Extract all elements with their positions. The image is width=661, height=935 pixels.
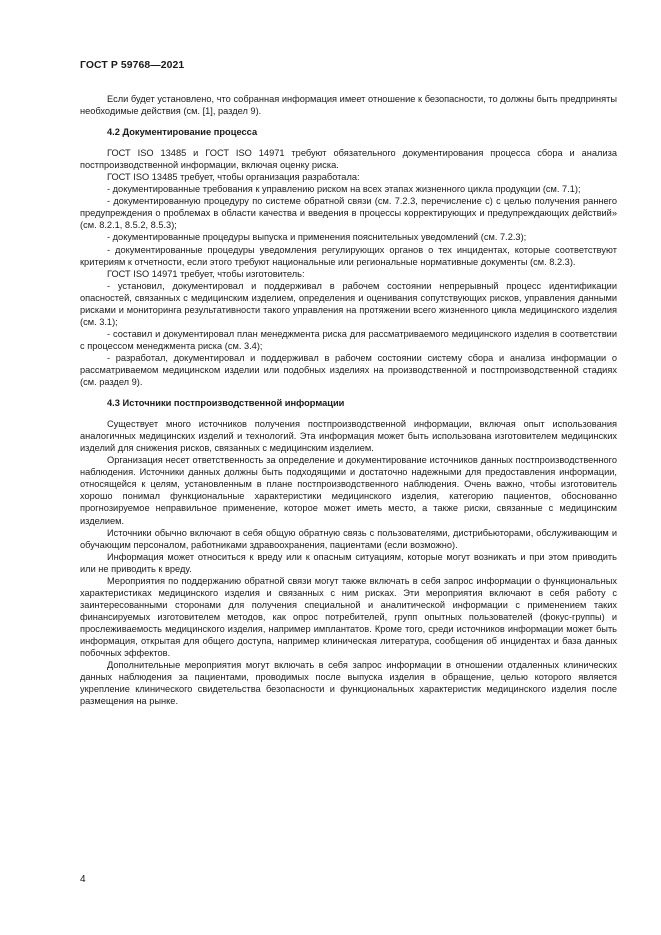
list-item: - документированные процедуры выпуска и применения пояснительных уведомлений (см. 7.2.3); <box>107 232 527 243</box>
intro-paragraph: Если будет установлено, что собранная информация имеет отношение к безопасности, то должны быть предприняты необходимые действия (см. [1], раздел 9). <box>80 94 617 117</box>
list-item: - разработал, документировал и поддерживал в рабочем состоянии систему сбора и анализа информации о рассматриваемом медицинском изделии или подобных изделиях на производственной и постпроизводственной стадиях (см. раздел 9). <box>80 352 617 388</box>
document-body <box>80 93 617 707</box>
paragraph: Организация несет ответственность за определение и документирование источников данных постпроизводственного наблюдения. Источники данных должны быть подходящими и достаточно надежными для предоставления информации, относящейся к целям, установленным в плане постпроизводственного наблюдения. Очень важно, чтобы изготовитель хорошо понимал функциональные характеристики медицинского изделия, категорию пациентов, обоснованно прогнозируемое неправильное применение, которое может иметь место, а также риски, связанные с медицинским изделием. <box>80 455 617 526</box>
section-4-3-title: 4.3 Источники постпроизводственной информации <box>107 398 345 409</box>
paragraph: ГОСТ ISO 13485 и ГОСТ ISO 14971 требуют обязательного документирования процесса сбора и анализа постпроизводственной информации, включая оценку риска. <box>80 148 617 171</box>
section-4-3-body <box>80 418 617 707</box>
list-item: - документированные процедуры уведомления регулирующих органов о тех инцидентах, которые соответствуют критериям к отчетности, если этого требуют национальные или региональные нормативные документы (см. 8.2.3). <box>80 244 617 267</box>
paragraph: Информация может относиться к вреду или к опасным ситуациям, которые могут возникать и при этом приводить или не приводить к вреду. <box>80 551 617 574</box>
section-4-2-title: 4.2 Документирование процесса <box>107 127 258 138</box>
list-item: - документированные требования к управлению риском на всех этапах жизненного цикла продукции (см. 7.1); <box>107 184 581 195</box>
list-item: - документированную процедуру по системе обратной связи (см. 7.2.3, перечисление с) с целью получения раннего предупреждения о проблемах в области качества и введения в процессы корректирующих и предупреждающих действий» (см. 8.2.1, 8.5.2, 8.5.3); <box>80 196 617 231</box>
document-header: ГОСТ Р 59768—2021 <box>80 60 185 71</box>
page-number: 4 <box>80 874 86 885</box>
paragraph: Существует много источников получения постпроизводственной информации, включая опыт использования аналогичных медицинских изделий и технологий. Эта информация может быть использована изготовителем медицинских изделий для снижения рисков, связанных с медицинским изделием. <box>80 419 617 454</box>
paragraph: Дополнительные мероприятия могут включать в себя запрос информации в отношении отдаленных клинических данных наблюдения за пациентами, проводимых после выпуска изделия в обращение, целью которого является укрепление клинического свидетельства безопасности и функциональных характеристик медицинского изделия после размещения на рынке. <box>80 660 617 707</box>
paragraph: Источники обычно включают в себя общую обратную связь с пользователями, дистрибьюторами, обслуживающим и обучающим персоналом, работниками здравоохранения, пациентами (если возможно). <box>80 527 617 550</box>
list-item: - составил и документировал план менеджмента риска для рассматриваемого медицинского изделия в соответствии с процессом менеджмента риска (см. 3.4); <box>80 328 617 351</box>
paragraph: Мероприятия по поддержанию обратной связи могут также включать в себя запрос информации о функциональных характеристиках медицинского изделия и связанных с ним рисках. Эти мероприятия включают в себя работу с заинтересованными сторонами для получения специальной и аналитической информации с применением таких финансируемых изготовителем методов, как опрос потребителей, групп опытных пользователей (фокус-группы) и прослеживаемость медицинского изделия, например имплантатов. Кроме того, среди источников информации может быть информация, открытая для общего доступа, например клиническая литература, сообщения об инцидентах и база данных побочных эффектов. <box>80 575 617 659</box>
list-item: - установил, документировал и поддерживал в рабочем состоянии непрерывный процесс идентификации опасностей, связанных с медицинским изделием, определения и оценивания сопутствующих рисков, управления данными рисками и мониторинга результативности такого управления на протяжении всего жизненного цикла медицинского изделия (см. 3.1); <box>80 280 617 327</box>
paragraph: ГОСТ ISO 14971 требует, чтобы изготовитель: <box>107 268 305 279</box>
paragraph: ГОСТ ISO 13485 требует, чтобы организация разработала: <box>107 172 360 183</box>
section-4-2-body <box>80 147 617 388</box>
